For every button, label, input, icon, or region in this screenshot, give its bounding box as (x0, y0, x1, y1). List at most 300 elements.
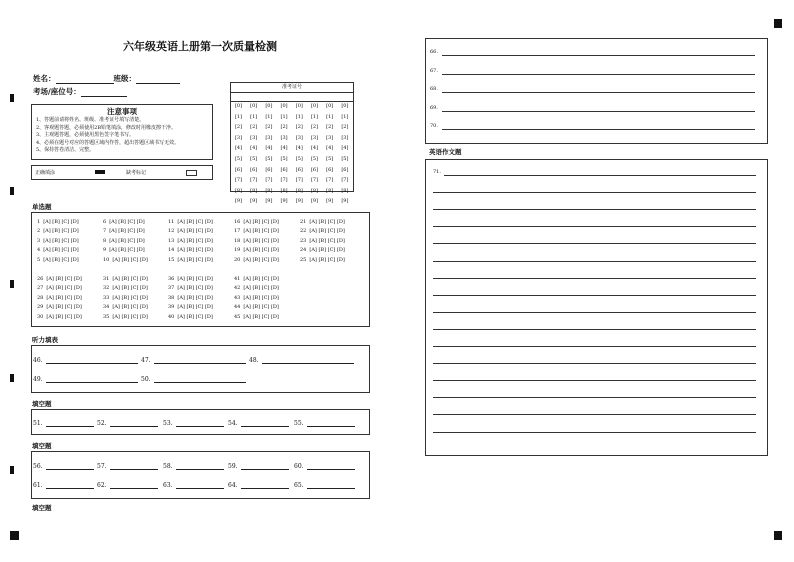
admission-digit-bubble[interactable]: [7] (250, 177, 258, 184)
composition-box (425, 159, 768, 456)
answer-options[interactable]: [A] [B] [C] [D] (43, 228, 79, 235)
answer-line[interactable] (307, 481, 355, 489)
admission-digit-bubble[interactable]: [9] (265, 198, 273, 205)
writing-line[interactable] (433, 226, 756, 227)
mcq-item[interactable] (234, 285, 279, 291)
admission-digit-bubble[interactable]: [3] (295, 134, 303, 141)
admission-digit-bubble[interactable]: [2] (280, 124, 288, 131)
mcq-item[interactable] (37, 257, 79, 263)
question-number: 1 (37, 219, 41, 225)
answer-line[interactable] (307, 419, 355, 427)
admission-digit-bubble[interactable]: [4] (265, 145, 273, 152)
writing-line[interactable] (433, 346, 756, 347)
question-number: 70. (430, 123, 438, 129)
mcq-item[interactable] (37, 285, 82, 291)
question-number: 39 (168, 304, 175, 311)
admission-digit-bubble[interactable]: [0] (234, 103, 243, 109)
mcq-item[interactable] (168, 238, 213, 244)
answer-blank[interactable] (294, 419, 355, 427)
question-number: 7 (103, 228, 107, 235)
admission-digit-bubble[interactable]: [2] (265, 124, 273, 131)
answer-options[interactable]: [A] [B] [C] [D] (177, 285, 213, 292)
answer-line[interactable] (46, 375, 138, 383)
answer-options[interactable]: [A] [B] [C] [D] (177, 276, 213, 282)
admission-digit-bubble[interactable]: [2] (326, 124, 334, 131)
admission-digit-bubble[interactable]: [4] (326, 145, 334, 152)
answer-options[interactable]: [A] [B] [C] [D] (177, 313, 213, 320)
admission-digit-bubble[interactable]: [6] (310, 166, 319, 173)
answer-blank[interactable] (163, 481, 224, 489)
admission-digit-bubble[interactable]: [3] (341, 134, 349, 141)
mcq-item[interactable] (300, 219, 345, 225)
mcq-item[interactable] (103, 228, 145, 234)
question-number: 51. (33, 420, 43, 427)
admission-digit-bubble[interactable]: [3] (310, 134, 319, 141)
answer-blank[interactable] (294, 462, 355, 470)
answer-blank[interactable] (228, 419, 289, 427)
answer-options[interactable]: [A] [B] [C] [D] (243, 276, 279, 282)
answer-options[interactable]: [A] [B] [C] [D] (309, 219, 345, 225)
side-mark (10, 374, 14, 382)
question-number: 56. (33, 463, 43, 470)
admission-digit-bubble[interactable]: [4] (295, 145, 303, 152)
admission-digit-bubble[interactable]: [2] (310, 124, 319, 131)
answer-blank[interactable] (228, 462, 289, 470)
question-number: 14 (168, 247, 175, 254)
mcq-item[interactable] (234, 219, 279, 225)
admission-digit-bubble[interactable]: [4] (250, 145, 258, 152)
name-label: 姓名： (33, 74, 56, 83)
question-number: 43 (234, 294, 241, 301)
notice-item: 1、答题前请将姓名、班级、准考证号填写清楚。 (36, 117, 145, 123)
admission-digit-bubble[interactable]: [4] (310, 145, 319, 152)
admission-digit-bubble[interactable]: [1] (234, 113, 243, 120)
admission-digit-bubble[interactable]: [1] (250, 113, 258, 120)
answer-line[interactable] (46, 356, 138, 364)
mcq-item[interactable] (37, 228, 79, 234)
admission-digit-bubble[interactable]: [8] (295, 187, 303, 194)
mcq-item[interactable] (103, 238, 145, 244)
admission-digit-bubble[interactable]: [1] (310, 113, 319, 120)
admission-digit-bubble[interactable]: [8] (310, 187, 319, 194)
writing-line[interactable] (433, 432, 756, 433)
admission-digit-bubble[interactable]: [2] (295, 124, 303, 131)
question-number: 27 (37, 285, 44, 292)
answer-options[interactable]: [A] [B] [C] [D] (243, 256, 279, 263)
admission-digit-bubble[interactable]: [9] (250, 198, 258, 205)
answer-line[interactable] (46, 419, 94, 427)
question-number: 62. (97, 482, 107, 489)
mcq-item[interactable] (103, 304, 148, 310)
mcq-item[interactable] (168, 285, 213, 291)
admission-digit-bubble[interactable]: [3] (280, 134, 288, 141)
mcq-item[interactable] (234, 228, 279, 234)
admission-digit-bubble[interactable]: [4] (280, 145, 288, 152)
admission-number-grid (230, 82, 354, 205)
mcq-item[interactable] (168, 276, 213, 282)
correct-fill-label: 正确填涂 (35, 170, 56, 176)
admission-digit-bubble[interactable]: [8] (280, 187, 288, 194)
answer-options[interactable]: [A] [B] [C] [D] (112, 304, 148, 311)
answer-options[interactable]: [A] [B] [C] [D] (46, 294, 82, 301)
admission-digit-bubble[interactable]: [2] (250, 124, 258, 131)
writing-line[interactable] (433, 192, 756, 193)
admission-digit-bubble[interactable]: [2] (234, 124, 243, 131)
answer-options[interactable]: [A] [B] [C] [D] (177, 294, 213, 301)
admission-digit-column (233, 101, 244, 207)
admission-digit-column (294, 101, 305, 207)
admission-digit-bubble[interactable]: [0] (295, 103, 303, 109)
admission-digit-bubble[interactable]: [7] (295, 177, 303, 184)
admission-digit-bubble[interactable]: [9] (326, 198, 334, 205)
side-mark (10, 94, 14, 102)
admission-digit-bubble[interactable]: [7] (326, 177, 334, 184)
answer-blank[interactable] (97, 462, 158, 470)
writing-line[interactable] (444, 175, 756, 176)
mcq-item[interactable] (234, 238, 279, 244)
question-number: 38 (168, 294, 175, 301)
answer-options[interactable]: [A] [B] [C] [D] (309, 256, 345, 263)
mcq-item[interactable] (234, 257, 279, 263)
answer-options[interactable]: [A] [B] [C] [D] (112, 276, 148, 282)
mcq-item[interactable] (103, 314, 148, 320)
writing-line[interactable] (433, 380, 756, 381)
mcq-item[interactable] (168, 295, 213, 301)
admission-digit-bubble[interactable]: [2] (341, 124, 349, 131)
answer-blank[interactable] (33, 356, 138, 364)
question-number: 23 (300, 237, 307, 244)
absent-mark-checkbox[interactable] (186, 170, 197, 176)
admission-digit-bubble[interactable]: [7] (280, 177, 288, 184)
question-number: 22 (300, 228, 307, 235)
admission-digit-bubble[interactable]: [8] (265, 187, 273, 194)
mcq-item[interactable] (300, 228, 345, 234)
admission-digit-bubble[interactable]: [1] (265, 113, 273, 120)
admission-digit-column (279, 101, 290, 207)
answer-blank[interactable] (249, 356, 354, 364)
question-number: 61. (33, 482, 43, 489)
question-number: 29 (37, 304, 44, 311)
admission-digit-bubble[interactable]: [6] (280, 166, 288, 173)
admission-digit-bubble[interactable]: [4] (341, 145, 349, 152)
answer-line[interactable] (110, 481, 158, 489)
admission-digit-bubble[interactable]: [5] (341, 155, 349, 162)
answer-line[interactable] (442, 55, 755, 56)
admission-digit-bubble[interactable]: [5] (265, 155, 273, 162)
answer-options[interactable]: [A] [B] [C] [D] (46, 285, 82, 292)
question-number: 42 (234, 285, 241, 292)
admission-digit-bubble[interactable]: [9] (234, 198, 243, 205)
answer-options[interactable]: [A] [B] [C] [D] (112, 256, 148, 263)
admission-digit-bubble[interactable]: [9] (310, 198, 319, 205)
writing-line[interactable] (433, 312, 756, 313)
mcq-item[interactable] (37, 276, 82, 282)
mcq-item[interactable] (234, 247, 279, 253)
admission-digit-bubble[interactable]: [1] (326, 113, 334, 120)
mcq-item[interactable] (37, 219, 79, 225)
answer-options[interactable]: [A] [B] [C] [D] (243, 304, 279, 311)
admission-digit-bubble[interactable]: [5] (234, 155, 243, 162)
answer-blank[interactable] (33, 481, 94, 489)
admission-digit-bubble[interactable]: [1] (341, 113, 349, 120)
name-field[interactable] (56, 74, 114, 84)
mcq-item[interactable] (300, 257, 345, 263)
admission-digit-bubble[interactable]: [3] (234, 134, 243, 141)
answer-blank[interactable] (141, 375, 246, 383)
admission-digit-bubble[interactable]: [3] (265, 134, 273, 141)
question-number: 36 (168, 276, 175, 282)
composition-label: 英语作文题 (429, 148, 462, 156)
answer-line[interactable] (262, 356, 354, 364)
mcq-item[interactable] (234, 314, 279, 320)
answer-options[interactable]: [A] [B] [C] [D] (43, 247, 79, 254)
admission-digit-bubble[interactable]: [6] (295, 166, 303, 173)
admission-digit-bubble[interactable]: [0] (280, 103, 288, 109)
writing-line[interactable] (433, 329, 756, 330)
admission-digit-bubble[interactable]: [1] (295, 113, 303, 120)
admission-digit-bubble[interactable]: [0] (310, 103, 319, 109)
answer-blank[interactable] (33, 419, 94, 427)
answer-blank[interactable] (97, 481, 158, 489)
admission-digit-bubble[interactable]: [0] (326, 103, 334, 109)
admission-digit-bubble[interactable]: [7] (341, 177, 349, 184)
admission-digit-column (263, 101, 274, 207)
admission-digit-bubble[interactable]: [6] (250, 166, 258, 173)
answer-options[interactable]: [A] [B] [C] [D] (177, 247, 213, 254)
question-number: 45 (234, 313, 241, 320)
question-number: 17 (234, 228, 241, 235)
answer-options[interactable]: [A] [B] [C] [D] (243, 219, 279, 225)
answer-options[interactable]: [A] [B] [C] [D] (46, 304, 82, 311)
answer-options[interactable]: [A] [B] [C] [D] (109, 237, 145, 244)
answer-line[interactable] (154, 375, 246, 383)
answer-line[interactable] (241, 419, 289, 427)
alignment-mark-bottom-left (10, 531, 19, 540)
admission-digit-column (339, 101, 350, 207)
mcq-item[interactable] (168, 314, 213, 320)
answer-blank[interactable] (294, 481, 355, 489)
admission-digit-bubble[interactable]: [6] (234, 166, 243, 173)
mcq-item[interactable] (103, 247, 145, 253)
composition-number: 71. (433, 169, 441, 175)
mcq-item[interactable] (37, 295, 82, 301)
answer-line[interactable] (307, 462, 355, 470)
writing-line[interactable] (433, 397, 756, 398)
question-number: 37 (168, 285, 175, 292)
answer-line[interactable] (241, 462, 289, 470)
writing-line[interactable] (433, 243, 756, 244)
mcq-item[interactable] (103, 219, 145, 225)
answer-options[interactable]: [A] [B] [C] [D] (177, 304, 213, 311)
admission-digit-bubble[interactable]: [0] (341, 103, 349, 109)
mcq-item[interactable] (234, 304, 279, 310)
admission-digit-bubble[interactable]: [5] (250, 155, 258, 162)
answer-options[interactable]: [A] [B] [C] [D] (43, 256, 79, 263)
answer-line[interactable] (442, 92, 755, 93)
admission-digit-bubble[interactable]: [0] (250, 103, 258, 109)
question-number: 9 (103, 247, 107, 254)
mcq-item[interactable] (168, 257, 213, 263)
question-number: 46. (33, 357, 43, 364)
answer-line[interactable] (442, 129, 755, 130)
admission-digit-bubble[interactable]: [5] (295, 155, 303, 162)
admission-digit-bubble[interactable]: [9] (341, 198, 349, 205)
answer-options[interactable]: [A] [B] [C] [D] (243, 237, 279, 244)
answer-options[interactable]: [A] [B] [C] [D] (43, 237, 79, 244)
answer-options[interactable]: [A] [B] [C] [D] (109, 228, 145, 235)
answer-blank[interactable] (33, 375, 138, 383)
writing-line[interactable] (433, 295, 756, 296)
admission-digit-bubble[interactable]: [7] (310, 177, 319, 184)
answer-options[interactable]: [A] [B] [C] [D] (177, 256, 213, 263)
answer-options[interactable]: [A] [B] [C] [D] (309, 247, 345, 254)
writing-line[interactable] (433, 209, 756, 210)
question-number: 35 (103, 313, 110, 320)
admission-digit-bubble[interactable]: [9] (280, 198, 288, 205)
answer-options[interactable]: [A] [B] [C] [D] (243, 294, 279, 301)
answer-options[interactable]: [A] [B] [C] [D] (177, 237, 213, 244)
admission-digit-bubble[interactable]: [6] (326, 166, 334, 173)
admission-digit-bubble[interactable]: [5] (280, 155, 288, 162)
answer-line[interactable] (46, 481, 94, 489)
answer-blank[interactable] (33, 462, 94, 470)
admission-digit-bubble[interactable]: [6] (265, 166, 273, 173)
question-number: 20 (234, 256, 241, 263)
admission-digit-bubble[interactable]: [3] (326, 134, 334, 141)
notice-item: 4、必须在题号对应的答题区域内作答，超出答题区域书写无效。 (36, 139, 180, 146)
writing-line[interactable] (433, 363, 756, 364)
answer-options[interactable]: [A] [B] [C] [D] (112, 294, 148, 301)
mcq-item[interactable] (103, 295, 148, 301)
admission-digit-bubble[interactable]: [8] (234, 187, 243, 194)
question-number: 49. (33, 376, 43, 383)
question-number: 5 (37, 256, 41, 263)
mcq-item[interactable] (37, 314, 82, 320)
mcq-item[interactable] (300, 238, 345, 244)
notice-item: 5、保持答卷清洁、完整。 (36, 147, 95, 153)
answer-options[interactable]: [A] [B] [C] [D] (43, 219, 79, 225)
mcq-item[interactable] (234, 276, 279, 282)
answer-options[interactable]: [A] [B] [C] [D] (309, 237, 345, 244)
question-number: 32 (103, 285, 110, 292)
question-number: 13 (168, 237, 175, 244)
side-mark (10, 280, 14, 288)
admission-digit-bubble[interactable]: [8] (250, 187, 258, 194)
admission-digit-bubble[interactable]: [9] (295, 198, 303, 205)
side-mark (10, 187, 14, 195)
admission-digit-bubble[interactable]: [7] (234, 177, 243, 184)
answer-options[interactable]: [A] [B] [C] [D] (243, 313, 279, 320)
question-number: 54. (228, 420, 238, 427)
mcq-item[interactable] (300, 247, 345, 253)
answer-options[interactable]: [A] [B] [C] [D] (309, 228, 345, 235)
answer-line[interactable] (176, 481, 224, 489)
admission-digit-column (324, 101, 335, 207)
question-number: 66. (430, 49, 438, 55)
answer-options[interactable]: [A] [B] [C] [D] (243, 228, 279, 235)
answer-options[interactable]: [A] [B] [C] [D] (112, 285, 148, 292)
mcq-item[interactable] (168, 304, 213, 310)
answer-line[interactable] (176, 462, 224, 470)
question-number: 64. (228, 482, 238, 489)
question-number: 2 (37, 228, 41, 235)
answer-options[interactable]: [A] [B] [C] [D] (243, 247, 279, 254)
admission-digit-bubble[interactable]: [5] (310, 155, 319, 162)
mcq-item[interactable] (168, 228, 213, 234)
answer-line[interactable] (110, 462, 158, 470)
answer-line[interactable] (154, 356, 246, 364)
writing-line[interactable] (433, 414, 756, 415)
absent-mark-label: 缺考标记 (126, 170, 147, 176)
answer-line[interactable] (176, 419, 224, 427)
admission-digit-bubble[interactable]: [1] (280, 113, 288, 120)
admission-digit-bubble[interactable]: [0] (265, 103, 273, 109)
side-mark (10, 466, 14, 474)
class-field[interactable] (136, 74, 180, 84)
question-number: 10 (103, 256, 110, 263)
answer-line[interactable] (442, 74, 755, 75)
question-number: 44 (234, 304, 241, 311)
mcq-item[interactable] (168, 247, 213, 253)
admission-digit-bubble[interactable]: [8] (326, 187, 334, 194)
answer-blank[interactable] (228, 481, 289, 489)
question-number: 30 (37, 313, 44, 320)
question-number: 50. (141, 376, 151, 383)
mcq-item[interactable] (168, 219, 213, 225)
mcq-item[interactable] (37, 247, 79, 253)
mcq-item[interactable] (234, 295, 279, 301)
admission-digit-bubble[interactable]: [8] (341, 187, 349, 194)
admission-digit-bubble[interactable]: [4] (234, 145, 243, 152)
exam-seat-field[interactable] (81, 87, 127, 97)
writing-line[interactable] (433, 261, 756, 262)
answer-line[interactable] (46, 462, 94, 470)
answer-blank[interactable] (163, 419, 224, 427)
mcq-item[interactable] (37, 238, 79, 244)
answer-options[interactable]: [A] [B] [C] [D] (177, 219, 213, 225)
mcq-item[interactable] (37, 304, 82, 310)
answer-options[interactable]: [A] [B] [C] [D] (109, 247, 145, 254)
answer-options[interactable]: [A] [B] [C] [D] (112, 313, 148, 320)
question-number: 4 (37, 247, 41, 254)
answer-blank[interactable] (163, 462, 224, 470)
mcq-item[interactable] (103, 276, 148, 282)
mcq-item[interactable] (103, 285, 148, 291)
admission-digit-column (309, 101, 320, 207)
answer-line[interactable] (442, 111, 755, 112)
answer-options[interactable]: [A] [B] [C] [D] (46, 313, 82, 320)
question-number: 41 (234, 276, 241, 282)
admission-digit-bubble[interactable]: [3] (250, 134, 258, 141)
answer-line[interactable] (241, 481, 289, 489)
mcq-item[interactable] (103, 257, 148, 263)
question-number: 8 (103, 237, 107, 244)
fill-blank-label: 填空题 (32, 400, 52, 408)
answer-options[interactable]: [A] [B] [C] [D] (243, 285, 279, 292)
answer-options[interactable]: [A] [B] [C] [D] (177, 228, 213, 235)
writing-line[interactable] (433, 278, 756, 279)
answer-options[interactable]: [A] [B] [C] [D] (46, 276, 82, 282)
admission-digit-bubble[interactable]: [6] (341, 166, 349, 173)
answer-line[interactable] (110, 419, 158, 427)
answer-blank[interactable] (141, 356, 246, 364)
admission-digit-bubble[interactable]: [7] (265, 177, 273, 184)
answer-options[interactable]: [A] [B] [C] [D] (109, 219, 145, 225)
question-number: 16 (234, 219, 241, 225)
answer-blank[interactable] (97, 419, 158, 427)
admission-digit-bubble[interactable]: [5] (326, 155, 334, 162)
question-number: 69. (430, 104, 438, 111)
